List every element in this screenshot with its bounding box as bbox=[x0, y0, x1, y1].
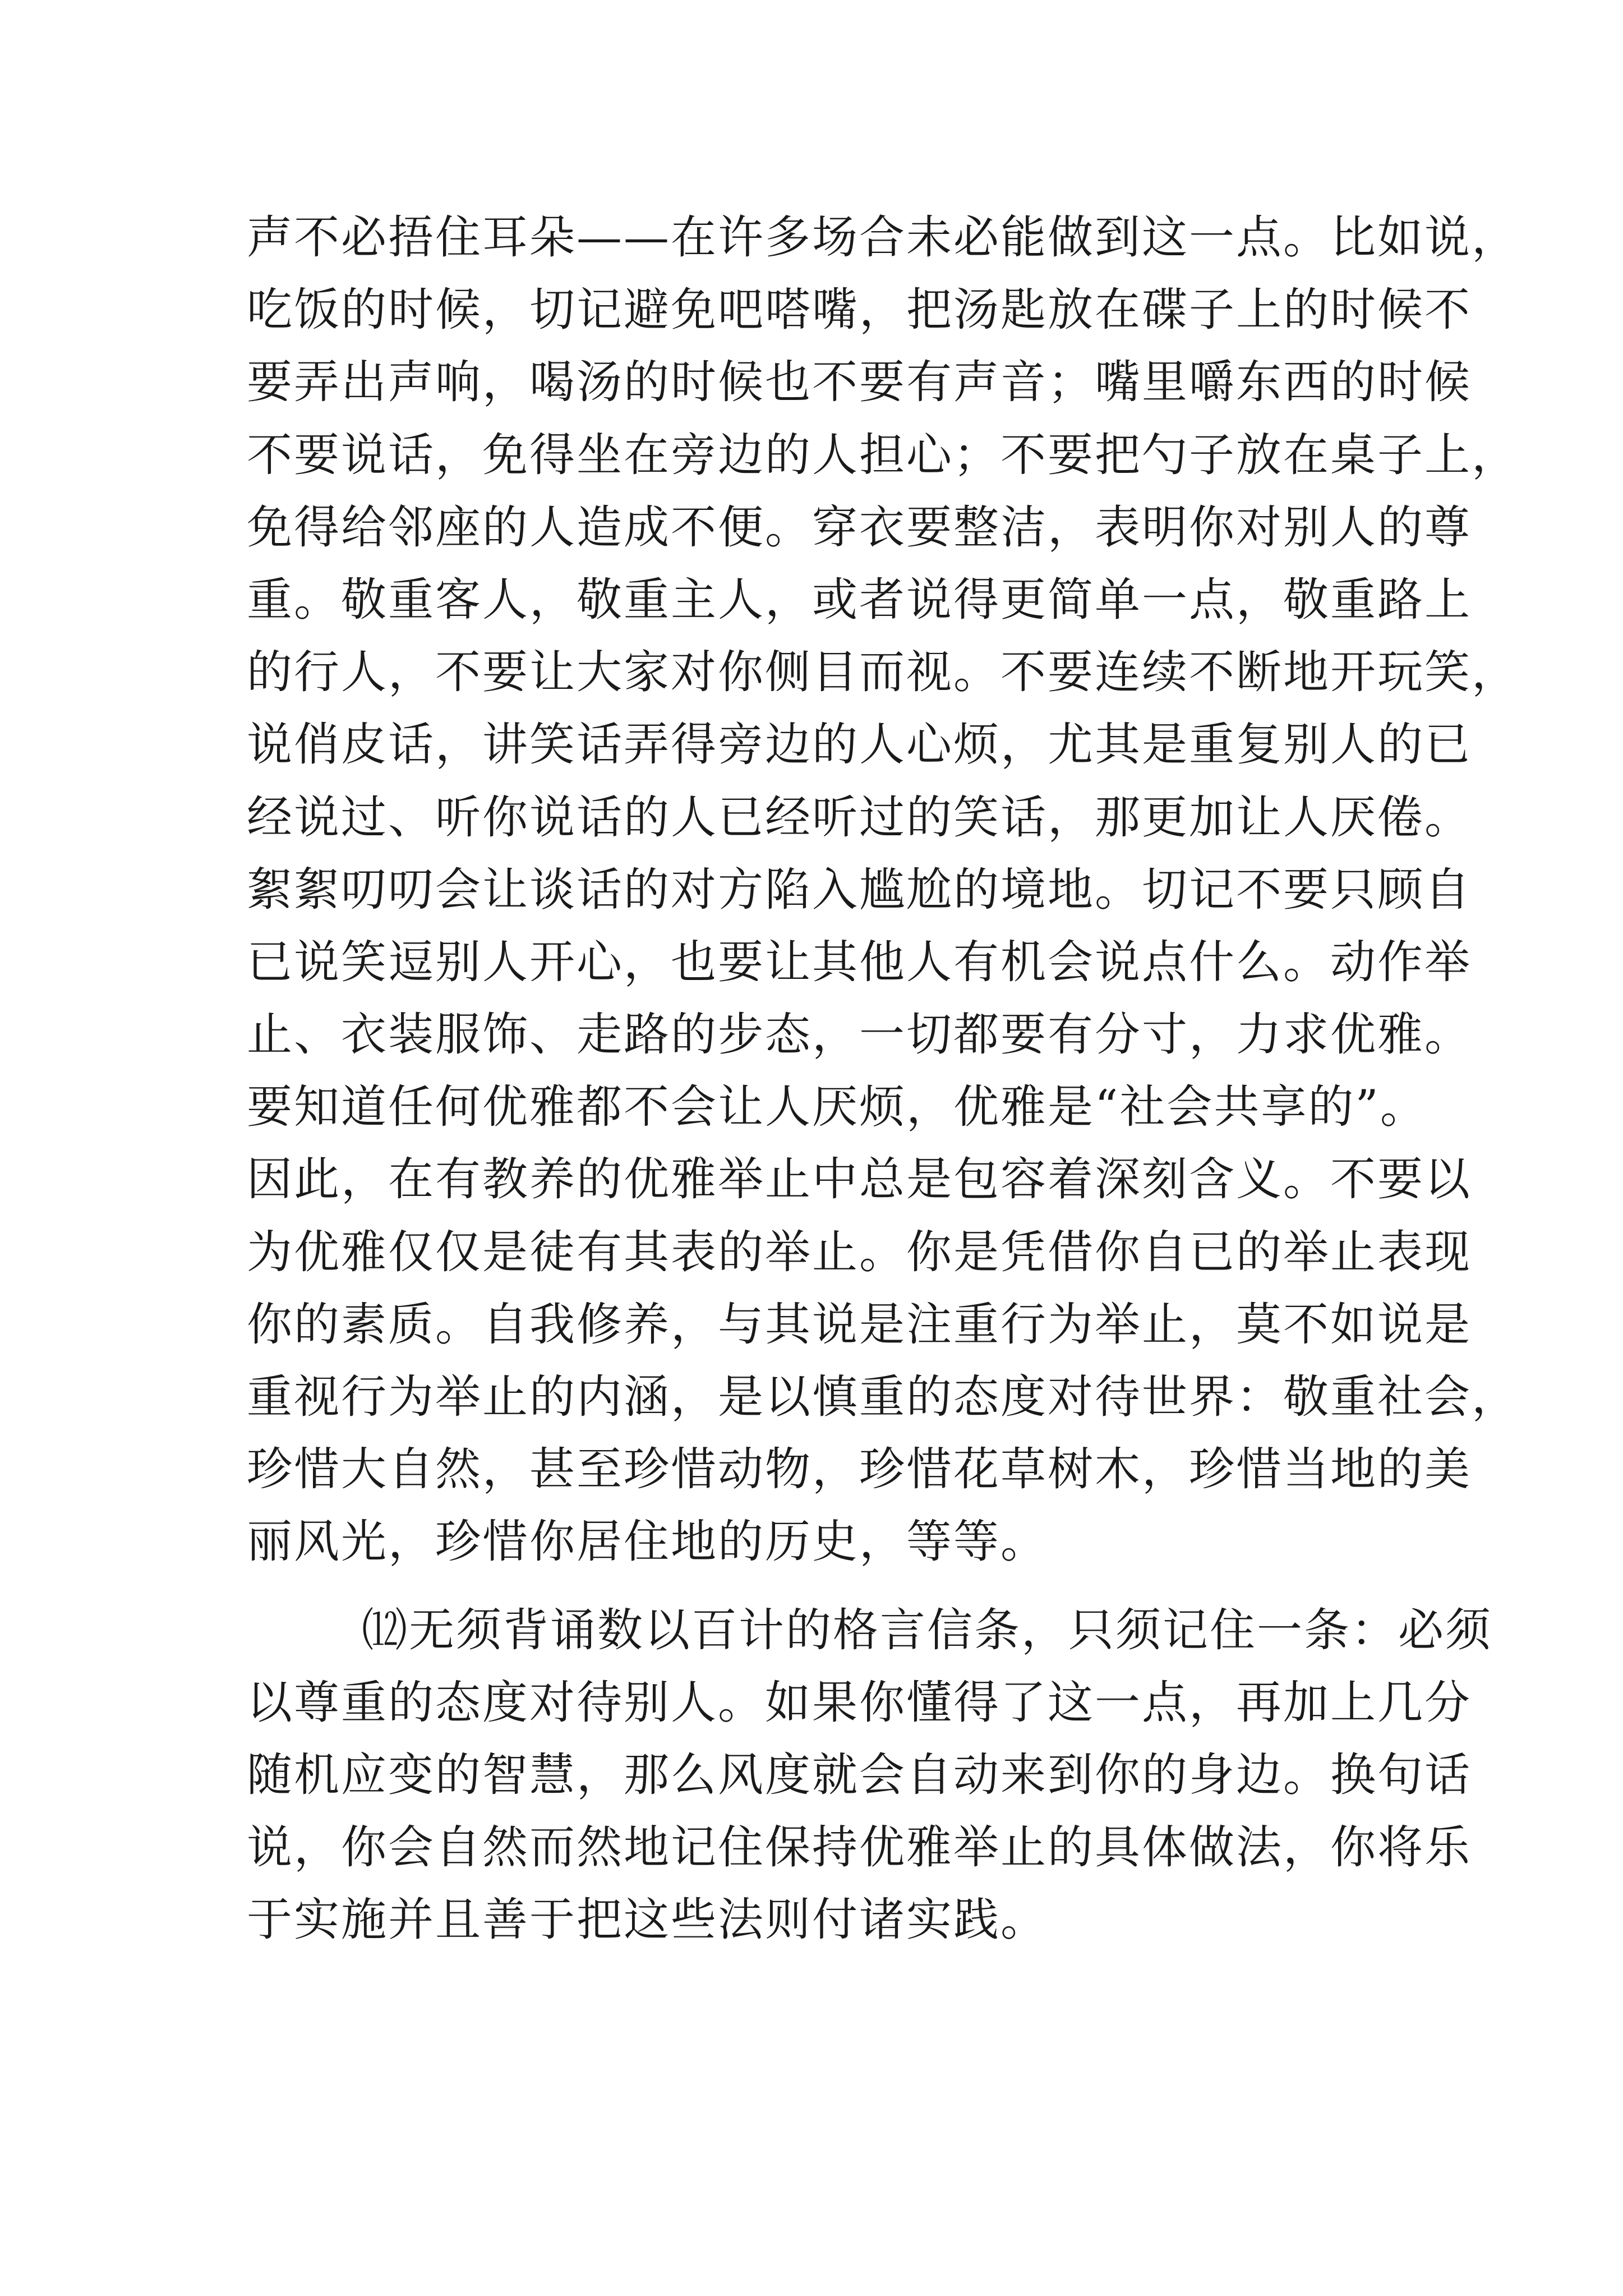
document-body bbox=[247, 202, 1519, 1957]
paragraph-continued bbox=[247, 202, 1519, 1579]
text-line: 于实施并且善于把这些法则付诸实践。 bbox=[247, 1894, 1048, 1947]
text-line: 不要说话，免得坐在旁边的人担心；不要把勺子放在桌子上， bbox=[247, 429, 1519, 482]
text-line: 丽风光，珍惜你居住地的历史，等等。 bbox=[247, 1516, 1048, 1569]
text-line: 重。敬重客人，敬重主人，或者说得更简单一点，敬重路上 bbox=[247, 573, 1472, 627]
text-line: 珍惜大自然，甚至珍惜动物，珍惜花草树木，珍惜当地的美 bbox=[247, 1443, 1472, 1497]
text-line: 为优雅仅仅是徒有其表的举止。你是凭借你自已的举止表现 bbox=[247, 1226, 1472, 1279]
text-line: 絮絮叨叨会让谈话的对方陷入尴尬的境地。切记不要只顾自 bbox=[247, 863, 1472, 917]
text-line: 说俏皮话，讲笑话弄得旁边的人心烦，尤其是重复别人的已 bbox=[247, 719, 1472, 772]
text-line: 随机应变的智慧，那么风度就会自动来到你的身边。换句话 bbox=[247, 1749, 1472, 1802]
text-line: 经说过、听你说话的人已经听过的笑话，那更加让人厌倦。 bbox=[247, 791, 1472, 844]
text-line: 要知道任何优雅都不会让人厌烦，优雅是“社会共享的”。 bbox=[247, 1081, 1427, 1134]
text-line: 声不必捂住耳朵——在许多场合未必能做到这一点。比如说， bbox=[247, 211, 1519, 264]
paragraph-12 bbox=[247, 1595, 1493, 1957]
text-line: 以尊重的态度对待别人。如果你懂得了这一点，再加上几分 bbox=[247, 1676, 1472, 1729]
text-line: 免得给邻座的人造成不便。穿衣要整洁，表明你对别人的尊 bbox=[247, 501, 1472, 554]
text-line: 已说笑逗别人开心，也要让其他人有机会说点什么。动作举 bbox=[247, 936, 1472, 989]
text-line: 说，你会自然而然地记住保持优雅举止的具体做法，你将乐 bbox=[247, 1821, 1472, 1875]
text-line: 重视行为举止的内涵，是以慎重的态度对待世界：敬重社会， bbox=[247, 1371, 1519, 1424]
text-line: 的行人，不要让大家对你侧目而视。不要连续不断地开玩笑， bbox=[247, 646, 1519, 700]
text-line: 因此，在有教养的优雅举止中总是包容着深刻含义。不要以 bbox=[247, 1153, 1472, 1207]
text-line: 你的素质。自我修养，与其说是注重行为举止，莫不如说是 bbox=[247, 1298, 1472, 1351]
text-line: 要弄出声响，喝汤的时候也不要有声音；嘴里嚼东西的时候 bbox=[247, 356, 1472, 409]
text-line-first: ⑿无须背诵数以百计的格言信条，只须记住一条：必须 bbox=[362, 1604, 1493, 1657]
text-line: 止、衣装服饰、走路的步态，一切都要有分寸，力求优雅。 bbox=[247, 1009, 1472, 1062]
text-line: 吃饭的时候，切记避免吧嗒嘴，把汤匙放在碟子上的时候不 bbox=[247, 284, 1472, 337]
